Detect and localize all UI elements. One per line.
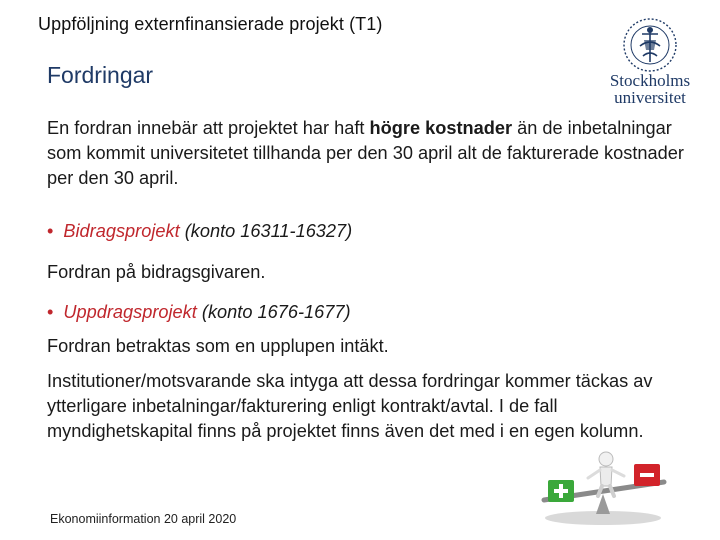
footer-text: Ekonomiinformation 20 april 2020 [50, 512, 237, 526]
logo-name-line1: Stockholms [609, 71, 691, 90]
bullet-detail: (konto 16311-16327) [179, 221, 353, 241]
intro-text-start: En fordran innebär att projektet har haft [47, 118, 370, 138]
intro-paragraph [47, 116, 687, 191]
bullet-item-bidragsprojekt [47, 219, 352, 244]
university-logo [600, 16, 700, 108]
university-seal-icon [618, 16, 682, 74]
plus-minus-balance-icon [536, 450, 670, 528]
minus-block-icon [634, 464, 660, 486]
bullet-label: Bidragsprojekt [63, 221, 180, 241]
intro-text-end: än de inbetalningar som kommit universitetet tillhanda per den 30 april alt de fakturerade kostnader per den 30 april. [47, 118, 684, 188]
intro-bold-phrase: högre kostnader [369, 118, 513, 138]
closing-paragraph: Institutioner/motsvarande ska intyga att dessa fordringar kommer täckas av ytterligare inbetalningar/fakturering enligt kontrakt/avtal. I de fall myndighetskapital finns på projektet finns även det med i en egen kolumn. [47, 371, 653, 441]
slide-title: Fordringar [47, 62, 154, 88]
uppdrag-explanation: Fordran betraktas som en upplupen intäkt. [47, 336, 389, 356]
logo-name-line2: universitet [614, 88, 686, 107]
bidrag-explanation: Fordran på bidragsgivaren. [47, 262, 266, 282]
bullet-dot-icon: • [47, 302, 54, 322]
bullet-label: Uppdragsprojekt [63, 302, 197, 322]
bullet-detail: (konto 1676-1677) [196, 302, 351, 322]
plus-block-icon [548, 480, 574, 502]
slide-header: Uppföljning externfinansierade projekt (T1) [38, 14, 383, 34]
bullet-dot-icon: • [47, 221, 54, 241]
bullet-item-uppdragsprojekt [47, 300, 351, 325]
